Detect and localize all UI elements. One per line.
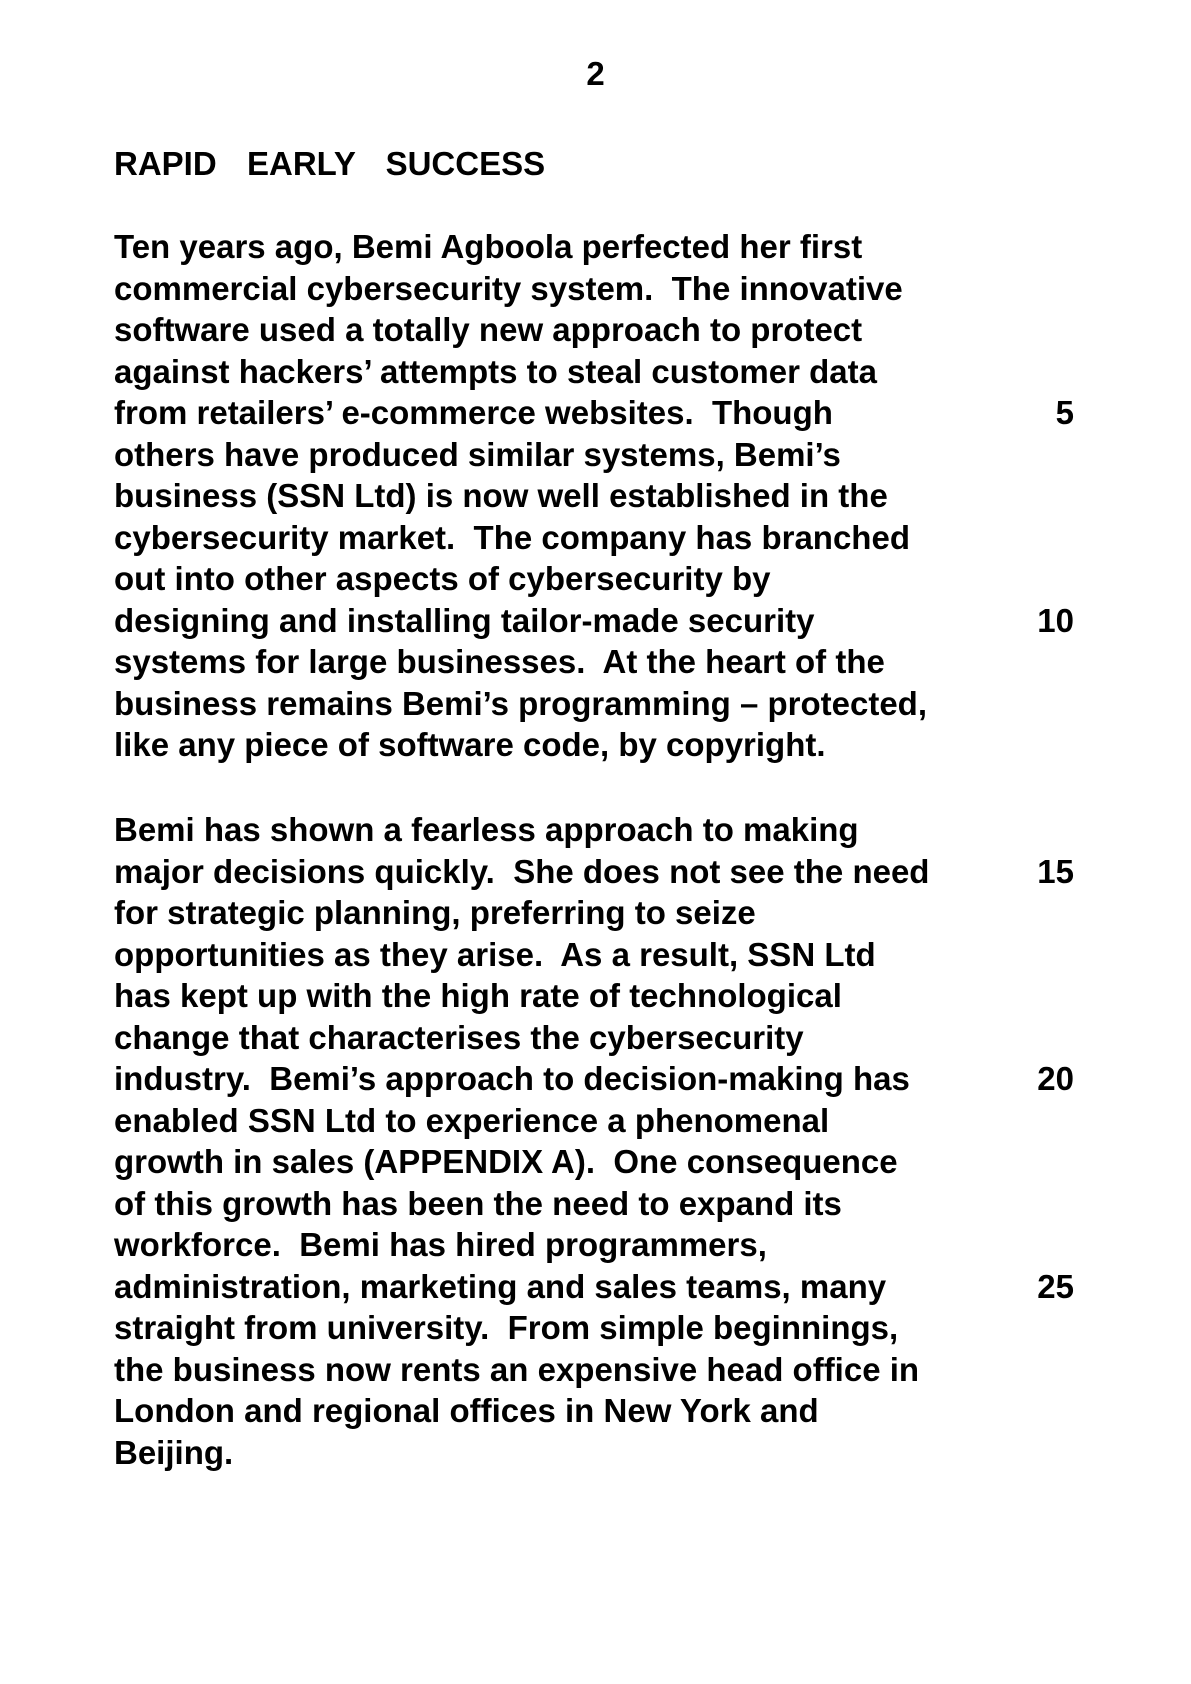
line-text: industry. Bemi’s approach to decision-making has	[114, 1060, 910, 1097]
line-text: enabled SSN Ltd to experience a phenomenal	[114, 1101, 830, 1139]
line-text: London and regional offices in New York and	[114, 1392, 819, 1429]
line-text: from retailers’ e-commerce websites. Though	[114, 394, 833, 431]
text-line	[114, 475, 1074, 517]
line-text: opportunities as they arise. As a result, SSN Ltd	[114, 935, 876, 973]
line-text: the business now rents an expensive head office in	[114, 1350, 920, 1388]
line-number: 20	[1037, 1060, 1074, 1097]
text-line	[114, 517, 1074, 559]
line-text: software used a totally new approach to protect	[114, 311, 863, 348]
line-text: of this growth has been the need to expand its	[114, 1184, 842, 1222]
text-line	[114, 392, 1074, 434]
text-line	[114, 558, 1074, 600]
line-text: commercial cybersecurity system. The innovative	[114, 269, 903, 307]
text-line	[114, 268, 1074, 310]
text-line	[114, 226, 1074, 268]
section-heading: RAPID EARLY SUCCESS	[114, 145, 546, 182]
text-line	[114, 975, 1074, 1017]
line-text: has kept up with the high rate of technological	[114, 977, 842, 1014]
text-line	[114, 600, 1074, 642]
text-line	[114, 641, 1074, 683]
line-text: Bemi has shown a fearless approach to making	[114, 811, 859, 848]
paragraph-2	[114, 809, 1074, 1473]
line-number: 10	[1037, 601, 1074, 639]
text-line	[114, 1224, 1074, 1266]
line-text: growth in sales (APPENDIX A). One consequence	[114, 1143, 898, 1180]
text-line	[114, 809, 1074, 851]
line-text: against hackers’ attempts to steal customer data	[114, 352, 877, 390]
line-text: change that characterises the cybersecurity	[114, 1018, 804, 1056]
text-line	[114, 724, 1074, 766]
line-text: major decisions quickly. She does not see the need	[114, 852, 930, 890]
text-line	[114, 1266, 1074, 1308]
text-line	[114, 1432, 1074, 1474]
text-line	[114, 1390, 1074, 1432]
line-text: out into other aspects of cybersecurity by	[114, 560, 771, 597]
text-line	[114, 1183, 1074, 1225]
text-line	[114, 1307, 1074, 1349]
line-text: cybersecurity market. The company has branched	[114, 518, 910, 556]
line-text: Beijing.	[114, 1433, 234, 1471]
line-number: 15	[1037, 852, 1074, 890]
text-line	[114, 1349, 1074, 1391]
line-text: administration, marketing and sales teams, many	[114, 1267, 887, 1305]
line-text: Ten years ago, Bemi Agboola perfected her first	[114, 228, 863, 265]
text-line	[114, 1141, 1074, 1183]
line-text: systems for large businesses. At the heart of the	[114, 643, 885, 680]
line-text: straight from university. From simple beginnings,	[114, 1309, 899, 1346]
text-line	[114, 683, 1074, 725]
line-text: for strategic planning, preferring to seize	[114, 894, 756, 931]
line-text: workforce. Bemi has hired programmers,	[114, 1226, 767, 1263]
line-text: business remains Bemi’s programming – protected,	[114, 684, 928, 722]
text-line	[114, 1058, 1074, 1100]
line-text: like any piece of software code, by copyright.	[114, 726, 826, 763]
text-line	[114, 1100, 1074, 1142]
paragraph-1	[114, 226, 1074, 766]
text-line	[114, 892, 1074, 934]
page-number: 2	[586, 55, 605, 92]
text-line	[114, 434, 1074, 476]
text-line	[114, 351, 1074, 393]
line-number: 25	[1037, 1267, 1074, 1305]
text-line	[114, 1017, 1074, 1059]
text-line	[114, 934, 1074, 976]
text-line	[114, 309, 1074, 351]
text-line	[114, 851, 1074, 893]
line-text: others have produced similar systems, Bemi’s	[114, 435, 841, 473]
line-text: designing and installing tailor-made security	[114, 601, 815, 639]
line-number: 5	[1055, 394, 1074, 431]
line-text: business (SSN Ltd) is now well established in the	[114, 477, 888, 514]
